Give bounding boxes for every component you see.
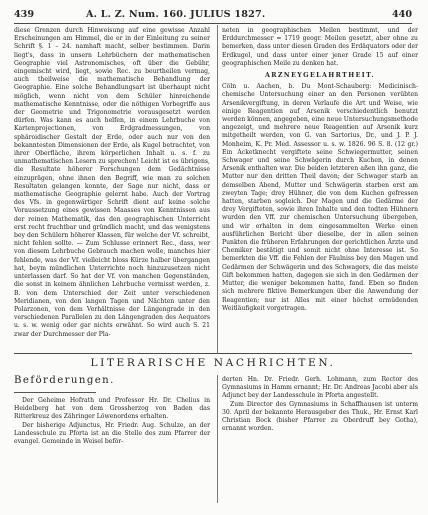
- header-rule: [14, 23, 412, 24]
- page-header: [14, 8, 412, 22]
- news-right-column: [222, 376, 418, 433]
- review-conclusion: neten in geographischen Meilen bestimmt, und der Erddurchmesser = 1719 geogr. Meilen gesetzt, aber ohne zu bemerken, dass unter diesen Graden des Erdäquators oder der Erdkugel, und dass unter einer jener Grade 15 auf einer geographischen Meile zu denken hat.: [222, 27, 418, 67]
- promotions-heading: Beförderungen.: [14, 375, 115, 386]
- literary-news-heading: LITERARISCHE NACHRICHTEN.: [90, 357, 336, 369]
- journal-title: A. L. Z. Num. 160. JULIUS 1827.: [86, 9, 266, 20]
- news-item: derten Hn. Dr. Friedr. Gerh. Lohmann, zum Rector des Gymnasiums in Hamm ernannt; Hr. Dr. Andreas Jacobi aber als Adjunct bey der Landesschule in Pforta angestellt.: [222, 376, 418, 400]
- news-item: Der Geheime Hofrath und Professor Hr. Dr. Chelius in Heidelberg hat von dem Grossherzog von Baden das Ritterkreuz des Zähringer Löwenordens erhalten.: [14, 397, 210, 421]
- news-item: Der bisherige Adjunctus, Hr. Friedr. Aug. Schulze, an der Landesschule zu Pforta ist an die Stelle des zum Pfarrer der evangel. Gemeinde in Weisel beför-: [14, 421, 210, 446]
- review-continuation: diese Grenzen durch Hinweisung auf eine gewisse Anzahl Erscheinungen am Himmel, die er in der Einleitung zu seiner Schrift §. 1 – 24. namhaft macht, selber bestimmen. Darin liegt's, dass in unsern Lehrbüchern der mathematischen Geographie viel Astronomisches, oft über die Gebühr, eingemischt wird, liegt, sowie Rec. zu beurtheilen vermag, auch theilweise die mathematische Behandlung der Geographie. Eine solche Behandlungsart ist überhaupt nicht möglich, wenn nicht von dem Schüler hinreichende mathematische Kenntnisse, oder die nöthigen Vorbegriffe aus der Geometrie und Trigonometrie vorausgesetzt werden dürfen. Was kann es auch helfen, in einem Lehrbuche von Kartenprojectionen, von Erdgradmessungen, von sphäroidischer Gestalt der Erde, oder auch nur von den bekanntesten Dimensionen der Erde, als Kugel betrachtet, von ihrer Oberfläche, ihrem körperlichen Inhalt u. s. f. zu unmathematischen Lesern zu sprechen! Leicht ist es übrigens, die Resultate höherer Forschungen dem Gedächtnisse einzuprägen, ohne ihnen den Begriff, wie man zu solchen Resultaten gelangen konnte, der Sage nur nicht, dass er mathematische Geographie gelernt habe. Auch der Vortrag des Vfs. in gegenwärtiger Schrift dient auf keine solche Voraussetzung eines gewissen Maasses von Kenntnissen aus der reinen Mathematik, das den geographischen Unterricht erst recht fruchtbar und gründlich macht, und das wenigstens bey den Schülern höherer Klassen, für welche der Vf. schreibt, nicht fehlen sollte. — Zum Schlusse erinnert Rec., dass, wer von diesem Lehrbuche Gebrauch machen wolle, manches hier fehlende, was der Vf. vielleicht bloss Kürze halber übergangen hat, beym mündlichen Unterrichte noch hinzuzusetzen nicht unterlassen darf. So hat der Vf. von manchen Gegenständen, die sonst in keinem ähnlichen Lehrbuche vermisst werden, z. B. von dem Unterschied der Zeit unter verschiedenen Meridianen, von den langen Tagen und Nächten unter den Polarzonen, von dem Verhältnisse der Längengrade in den verschiedenen Parallelen zu den Längengraden des Aequators u. s. w. wenig oder gar nichts erwähnt. So wird auch S. 21 zwar der Durchmesser der Pla-: [14, 27, 210, 338]
- news-left-column: [14, 397, 210, 446]
- news-column-divider: [217, 375, 218, 503]
- page-number-left: 439: [14, 9, 35, 20]
- left-column: [14, 27, 210, 339]
- right-column: [222, 27, 418, 313]
- page-number-right: 440: [391, 9, 412, 20]
- column-divider: [217, 25, 218, 354]
- promotions-rule: [14, 392, 96, 393]
- medical-review: Cöln u. Aachen, b. Du Mont-Schauberg: Medicinisch-chemische Untersuchung einer an den Personen verübten Arsenikvergiftung, in deren Verlaufe die Art und Weise, wie einige Reagentien auf Arsenik verschiedentlich benutzt werden können, angegeben, eine neue Untersuchungsmethode angezeigt, und mehrere neue Reagentien auf Arsenik kurz mitgetheilt werden, von G. van Sartorius, Dr., und J. P. J. Monheim, K. Pr. Med. Assessor u. s. w. 1826. 96 S. 8. (12 gr.) Ein Acketknecht vergiftete seine Schwiegermutter, seinen Schwager und seine Schwägerin durch Kuchen, in denen Arsenik enthalten war. Die beiden letzteren aßen ihn ganz, die Mutter nur den dritten Theil davon; der Schwager starb an demselben Abend, Mutter und Schwägerin starben erst am zweyten Tage; drey Hühner, die von dem Kuchen gefressen hatten, starben sogleich. Der Magen und die Gedärme der drey Vergifteten, sowie ihren Inhalte und den todten Hühnern wurden den Vff. zur chemischen Untersuchung übergeben, und wir erhalten in dem eingesammelten Werke einen ausführlichen Bericht über dieselbe, der in allen seinen Punkten die früheren Erfahrungen der gerichtlichen Ärzte und Chemiker bestätigt und somit nicht ohne Interesse ist. So bemerkten die Vff. die Fehlen der Fäulniss bey den Magen und Gedärmen der Schwägerin und des Schwagers, die das meiste Gift bekommen hatten, dagegen sie sich in den Gedärmen der Mutter, die weniger bekommen hatte, fand. Eben so finden sich mehrere fiktive Bemerkungen über die Anwendung der Reagentien; nur ist Alles mit einer höchst ermüdenden Weitläufigkeit vorgetragen.: [222, 83, 418, 312]
- news-item: Zum Director des Gymnasiums in Schaffhausen ist unterm 30. April der bekannte Herausgeber des Thuk., Hr. Ernst Karl Christian Bock (bisher Pfarrer zu Oberdruff bey Gotha), ernannt worden.: [222, 400, 418, 433]
- section-heading-medicine: ARZNEYGELAHRTHEIT.: [265, 72, 375, 80]
- section-rule: [14, 353, 412, 354]
